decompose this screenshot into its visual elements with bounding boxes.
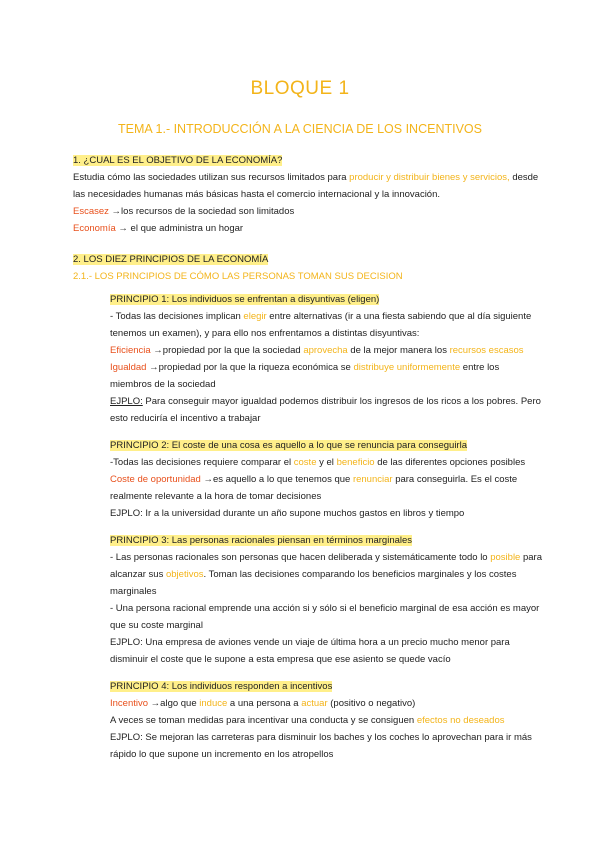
- section-1-paragraph: Estudia cómo las sociedades utilizan sus recursos limitados para producir y distribuir bienes y servicios, desde las necesidades humanas más básicas hasta el comercio internacional y la innovación.: [73, 172, 539, 200]
- section-2-1-subheading: 2.1.- LOS PRINCIPIOS DE CÓMO LAS PERSONAS TOMAN SUS DECISION: [73, 271, 403, 282]
- section-2-heading: 2. LOS DIEZ PRINCIPIOS DE LA ECONOMÍA: [73, 254, 269, 265]
- definition-escasez: Escasez →los recursos de la sociedad son limitados: [73, 206, 295, 217]
- principle-3-title: PRINCIPIO 3: Las personas racionales piensan en términos marginales: [110, 535, 413, 546]
- principle-3-example: EJPLO: Una empresa de aviones vende un viaje de última hora a un precio mucho menor para disminuir el coste que le supone a esta empresa que ese asiento se quede vacío: [110, 637, 510, 665]
- principle-2-example: EJPLO: Ir a la universidad durante un año supone muchos gastos en libros y tiempo: [110, 508, 465, 519]
- principle-4-example: EJPLO: Se mejoran las carreteras para disminuir los baches y los coches lo aprovechan para ir más rápido lo que supone un incremento en los atropellos: [110, 732, 532, 760]
- principle-1-example: EJPLO: Para conseguir mayor igualdad podemos distribuir los ingresos de los ricos a los pobres. Pero esto reduciría el incentivo a trabajar: [110, 396, 541, 424]
- principle-1: PRINCIPIO 1: Los individuos se enfrentan a disyuntivas (eligen) - Todas las decisiones implican elegir entre alternativas (ir a una fiesta sabiendo que al día siguiente tenemos un examen), y para ello nos enfrentamos a distintas disyuntivas: Eficiencia →propiedad por la que la sociedad aprovecha de la mejor manera los recursos escasos Igualdad →propiedad por la que la riqueza económica se distribuye uniformemente entre los miembros de la sociedad EJPLO: Para conseguir mayor igualdad podemos distribuir los ingresos de los ricos a los pobres. Pero esto reduciría el incentivo a trabajar: [73, 291, 543, 427]
- definition-igualdad: Igualdad →propiedad por la que la riqueza económica se distribuye uniformemente entre los miembros de la sociedad: [110, 362, 500, 390]
- principle-4-title: PRINCIPIO 4: Los individuos responden a incentivos: [110, 681, 333, 692]
- document-subtitle: TEMA 1.- INTRODUCCIÓN A LA CIENCIA DE LOS INCENTIVOS: [118, 122, 482, 136]
- principle-4: PRINCIPIO 4: Los individuos responden a incentivos Incentivo →algo que induce a una persona a actuar (positivo o negativo) A veces se toman medidas para incentivar una conducta y se consiguen efectos no deseados EJPLO: Se mejoran las carreteras para disminuir los baches y los coches lo aprovechan para ir más rápido lo que supone un incremento en los atropellos: [73, 678, 543, 763]
- definition-coste-oportunidad: Coste de oportunidad →es aquello a lo que tenemos que renunciar para conseguirla. Es el coste realmente relevante a la hora de tomar decisiones: [110, 474, 518, 502]
- principle-2-title: PRINCIPIO 2: El coste de una cosa es aquello a lo que se renuncia para conseguirla: [110, 440, 467, 451]
- definition-incentivo: Incentivo →algo que induce a una persona a actuar (positivo o negativo): [110, 698, 416, 709]
- definition-economia: Economía → el que administra un hogar: [73, 223, 244, 234]
- section-1-heading: 1. ¿CUAL ES EL OBJETIVO DE LA ECONOMÍA?: [73, 155, 283, 166]
- principle-1-title: PRINCIPIO 1: Los individuos se enfrentan a disyuntivas (eligen): [110, 294, 380, 305]
- principle-2: PRINCIPIO 2: El coste de una cosa es aquello a lo que se renuncia para conseguirla -Todas las decisiones requiere comparar el coste y el beneficio de las diferentes opciones posibles Coste de oportunidad →es aquello a lo que tenemos que renunciar para conseguirla. Es el coste realmente relevante a la hora de tomar decisiones EJPLO: Ir a la universidad durante un año supone muchos gastos en libros y tiempo: [73, 437, 543, 522]
- document-body: [73, 152, 543, 763]
- principle-3: PRINCIPIO 3: Las personas racionales piensan en términos marginales - Las personas racionales son personas que hacen deliberada y sistemáticamente todo lo posible para alcanzar sus objetivos. Toman las decisiones comparando los beneficios marginales y los costes marginales - Una persona racional emprende una acción si y sólo si el beneficio marginal de esa acción es mayor que su coste marginal EJPLO: Una empresa de aviones vende un viaje de última hora a un precio mucho menor para disminuir el coste que le supone a esta empresa que ese asiento se quede vacío: [73, 532, 543, 668]
- document-title: BLOQUE 1: [250, 78, 350, 99]
- definition-eficiencia: Eficiencia →propiedad por la que la sociedad aprovecha de la mejor manera los recursos escasos: [110, 345, 524, 356]
